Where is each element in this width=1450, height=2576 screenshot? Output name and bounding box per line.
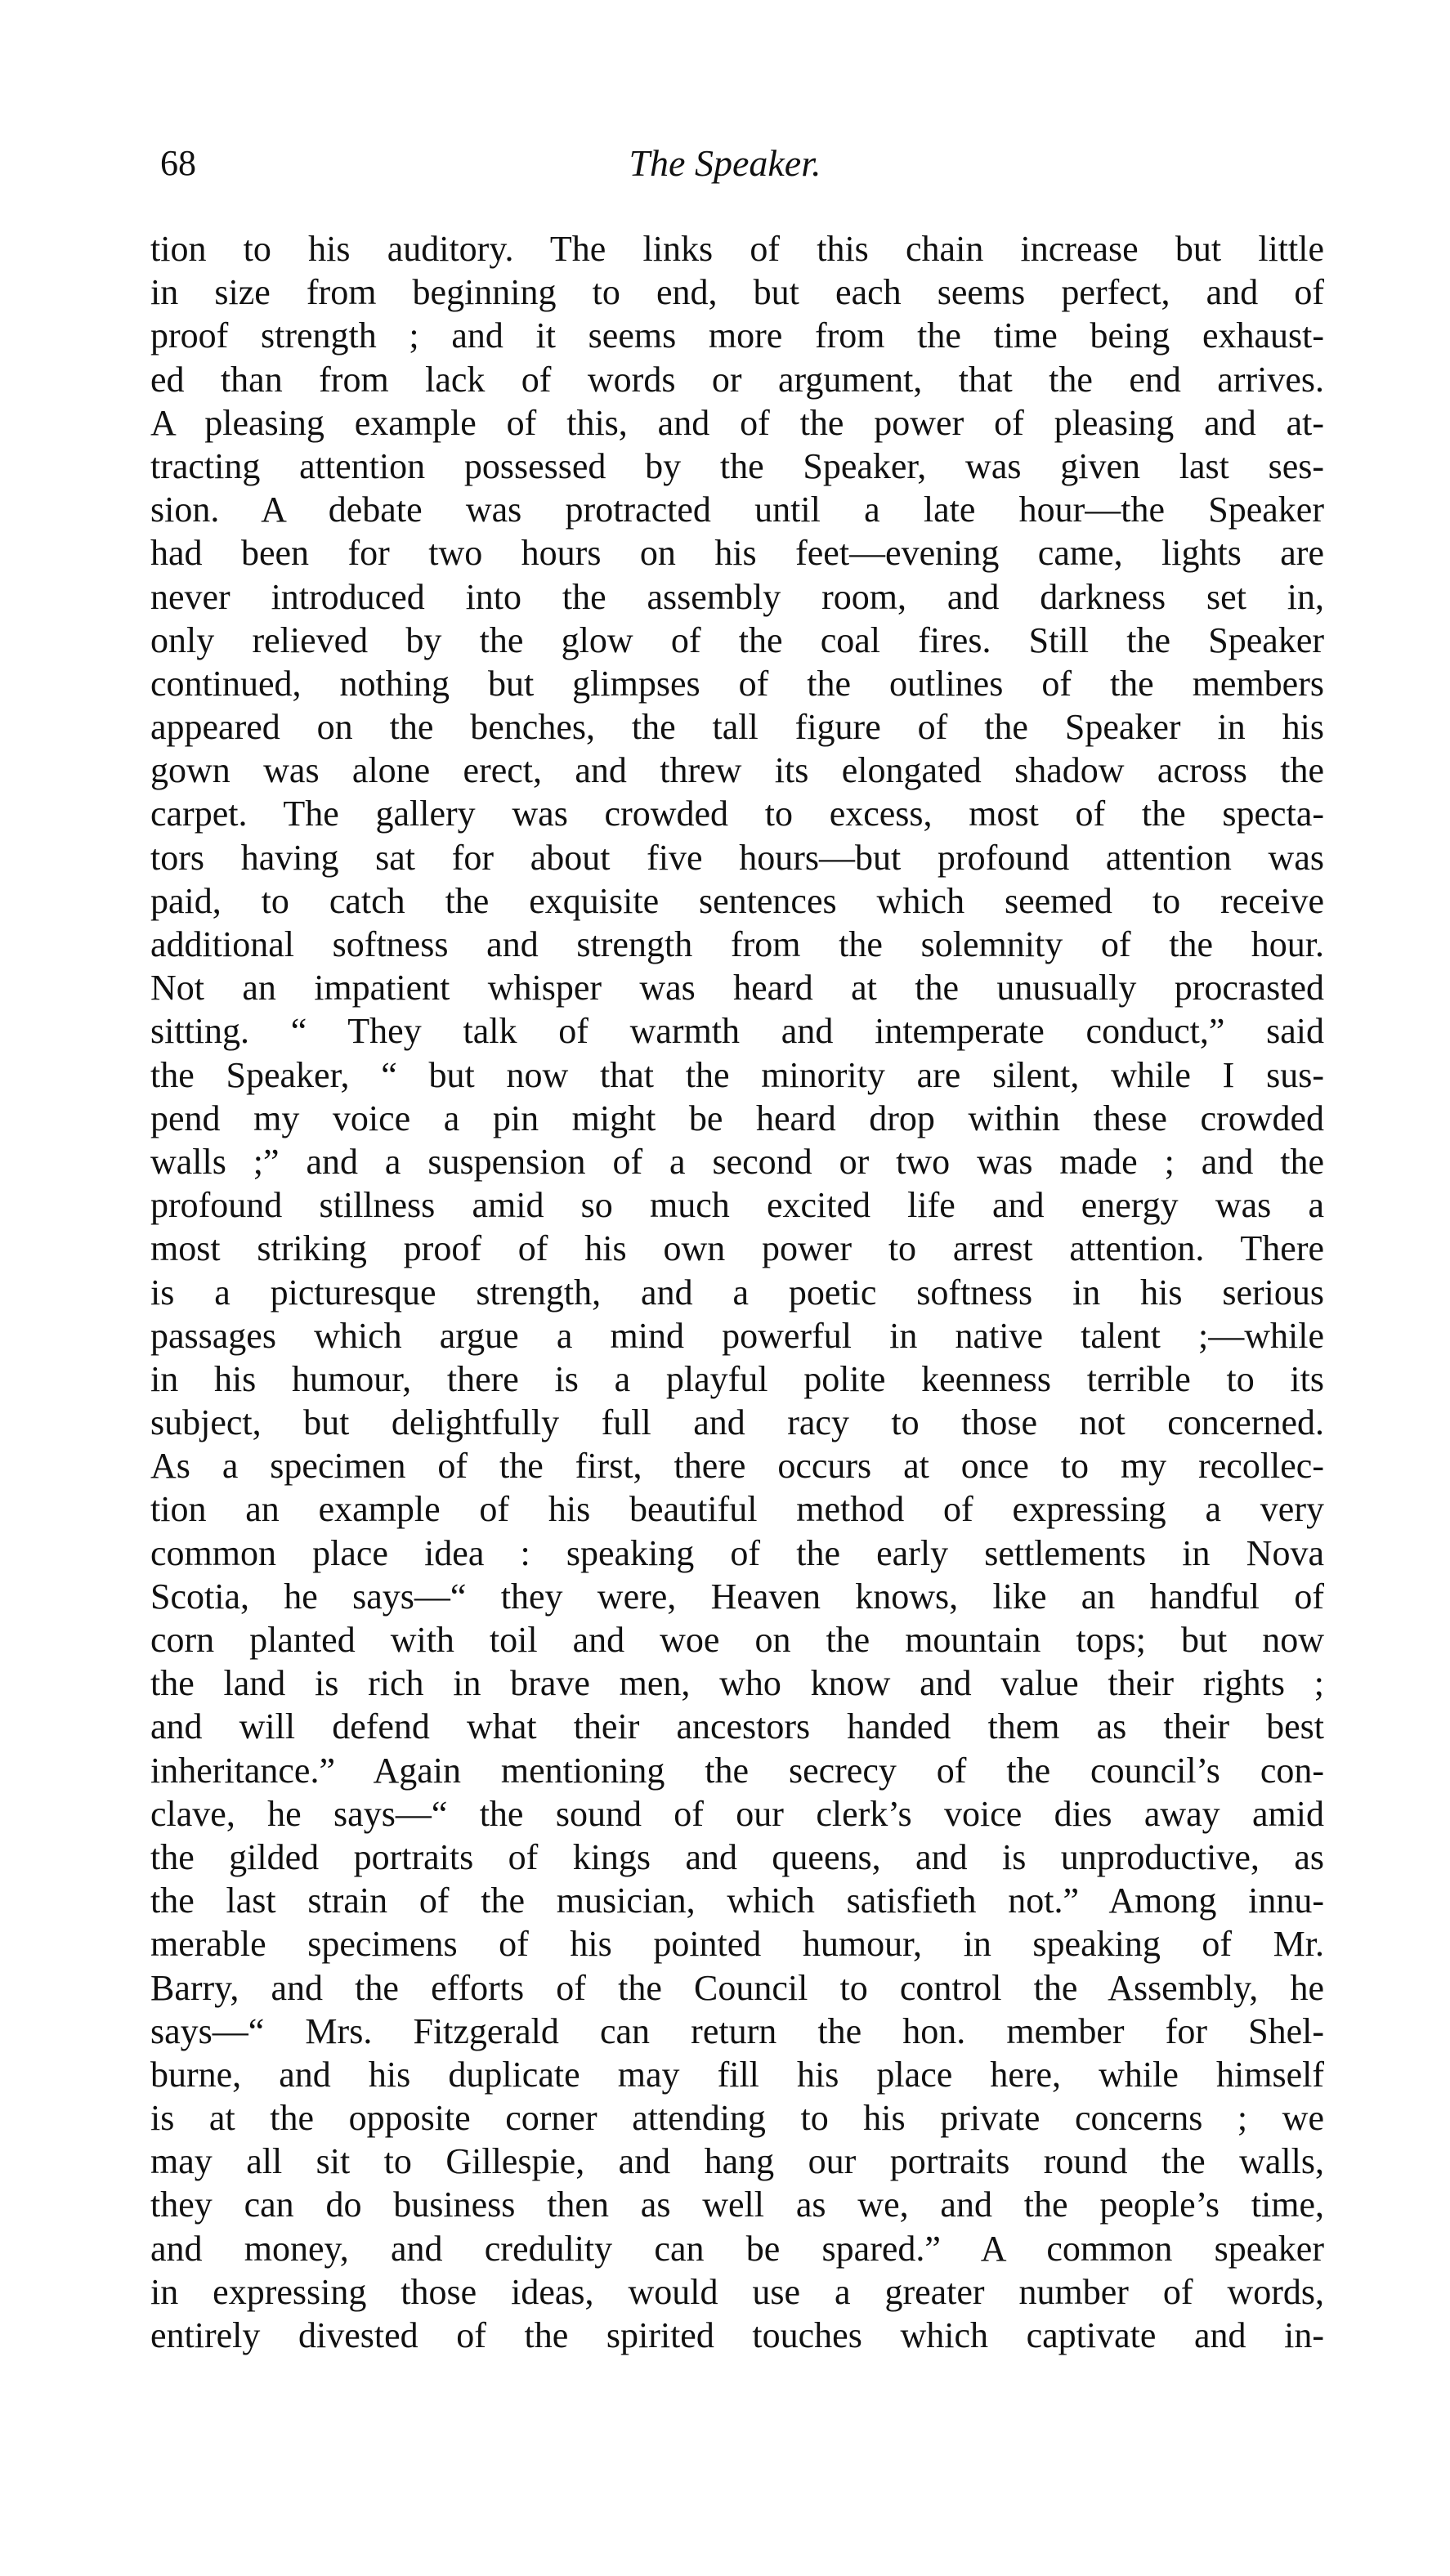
body-text [150,227,1324,2357]
text-line: in size from beginning to end, but each seems perfect, and of [150,272,1324,313]
text-line: they can do business then as well as we, and the people’s time, [150,2185,1324,2225]
text-line: carpet. The gallery was crowded to excess, most of the specta- [150,794,1324,834]
text-line: may all sit to Gillespie, and hang our portraits round the walls, [150,2141,1324,2182]
text-line: appeared on the benches, the tall figure of the Speaker in his [150,707,1324,748]
text-line: gown was alone erect, and threw its elongated shadow across the [150,750,1324,791]
text-line: the gilded portraits of kings and queens, and is unproductive, as [150,1836,1324,1877]
text-line: sitting. “ They talk of warmth and intemperate conduct,” said [150,1011,1324,1052]
text-line: never introduced into the assembly room, and darkness set in, [150,576,1324,617]
text-line: the land is rich in brave men, who know and value their rights ; [150,1663,1324,1704]
text-line: had been for two hours on his feet—evening came, lights are [150,533,1324,574]
text-line: ed than from lack of words or argument, that the end arrives. [150,359,1324,400]
text-line: sion. A debate was protracted until a late hour—the Speaker [150,490,1324,530]
text-line: burne, and his duplicate may fill his place here, while himself [150,2054,1324,2095]
text-line: paid, to catch the exquisite sentences which seemed to receive [150,880,1324,921]
text-line: the Speaker, “ but now that the minority are silent, while I sus- [150,1054,1324,1095]
text-line: is at the opposite corner attending to his private concerns ; we [150,2098,1324,2139]
text-line: passages which argue a mind powerful in native talent ;—while [150,1315,1324,1356]
text-line: only relieved by the glow of the coal fires. Still the Speaker [150,619,1324,660]
text-line: is a picturesque strength, and a poetic softness in his serious [150,1272,1324,1313]
text-line: A pleasing example of this, and of the power of pleasing and at- [150,402,1324,443]
text-line: tion an example of his beautiful method of expressing a very [150,1489,1324,1530]
text-line: Not an impatient whisper was heard at the unusually procrasted [150,968,1324,1008]
text-line: proof strength ; and it seems more from the time being exhaust- [150,315,1324,356]
text-line: corn planted with toil and woe on the mountain tops; but now [150,1620,1324,1660]
text-line: inheritance.” Again mentioning the secrecy of the council’s con- [150,1750,1324,1791]
text-line: walls ;” and a suspension of a second or two was made ; and the [150,1141,1324,1182]
text-line: and will defend what their ancestors handed them as their best [150,1706,1324,1747]
text-line: tion to his auditory. The links of this chain increase but little [150,229,1324,269]
text-line: Barry, and the efforts of the Council to control the Assembly, he [150,1967,1324,2008]
running-title: The Speaker. [629,142,821,184]
text-line: says—“ Mrs. Fitzgerald can return the hon. member for Shel- [150,2010,1324,2051]
text-line: additional softness and strength from the solemnity of the hour. [150,924,1324,964]
text-line: in his humour, there is a playful polite keenness terrible to its [150,1358,1324,1399]
text-line: in expressing those ideas, would use a greater number of words, [150,2271,1324,2312]
text-line: entirely divested of the spirited touches which captivate and in- [150,2315,1324,2355]
page-number: 68 [160,143,196,183]
text-line: subject, but delightfully full and racy to those not concerned. [150,1402,1324,1443]
text-line: the last strain of the musician, which satisfieth not.” Among innu- [150,1881,1324,1921]
text-line: continued, nothing but glimpses of the outlines of the members [150,663,1324,704]
text-line: clave, he says—“ the sound of our clerk’s voice dies away amid [150,1793,1324,1834]
text-line: Scotia, he says—“ they were, Heaven knows, like an handful of [150,1576,1324,1617]
text-line: most striking proof of his own power to arrest attention. There [150,1228,1324,1269]
text-line: profound stillness amid so much excited life and energy was a [150,1185,1324,1226]
text-line: tors having sat for about five hours—but profound attention was [150,837,1324,878]
text-line: merable specimens of his pointed humour, in speaking of Mr. [150,1924,1324,1965]
text-line: pend my voice a pin might be heard drop within these crowded [150,1098,1324,1138]
text-line: tracting attention possessed by the Speaker, was given last ses- [150,445,1324,486]
text-line: common place idea : speaking of the early settlements in Nova [150,1532,1324,1573]
text-line: and money, and credulity can be spared.” A common speaker [150,2228,1324,2269]
text-line: As a specimen of the first, there occurs at once to my recollec- [150,1446,1324,1487]
